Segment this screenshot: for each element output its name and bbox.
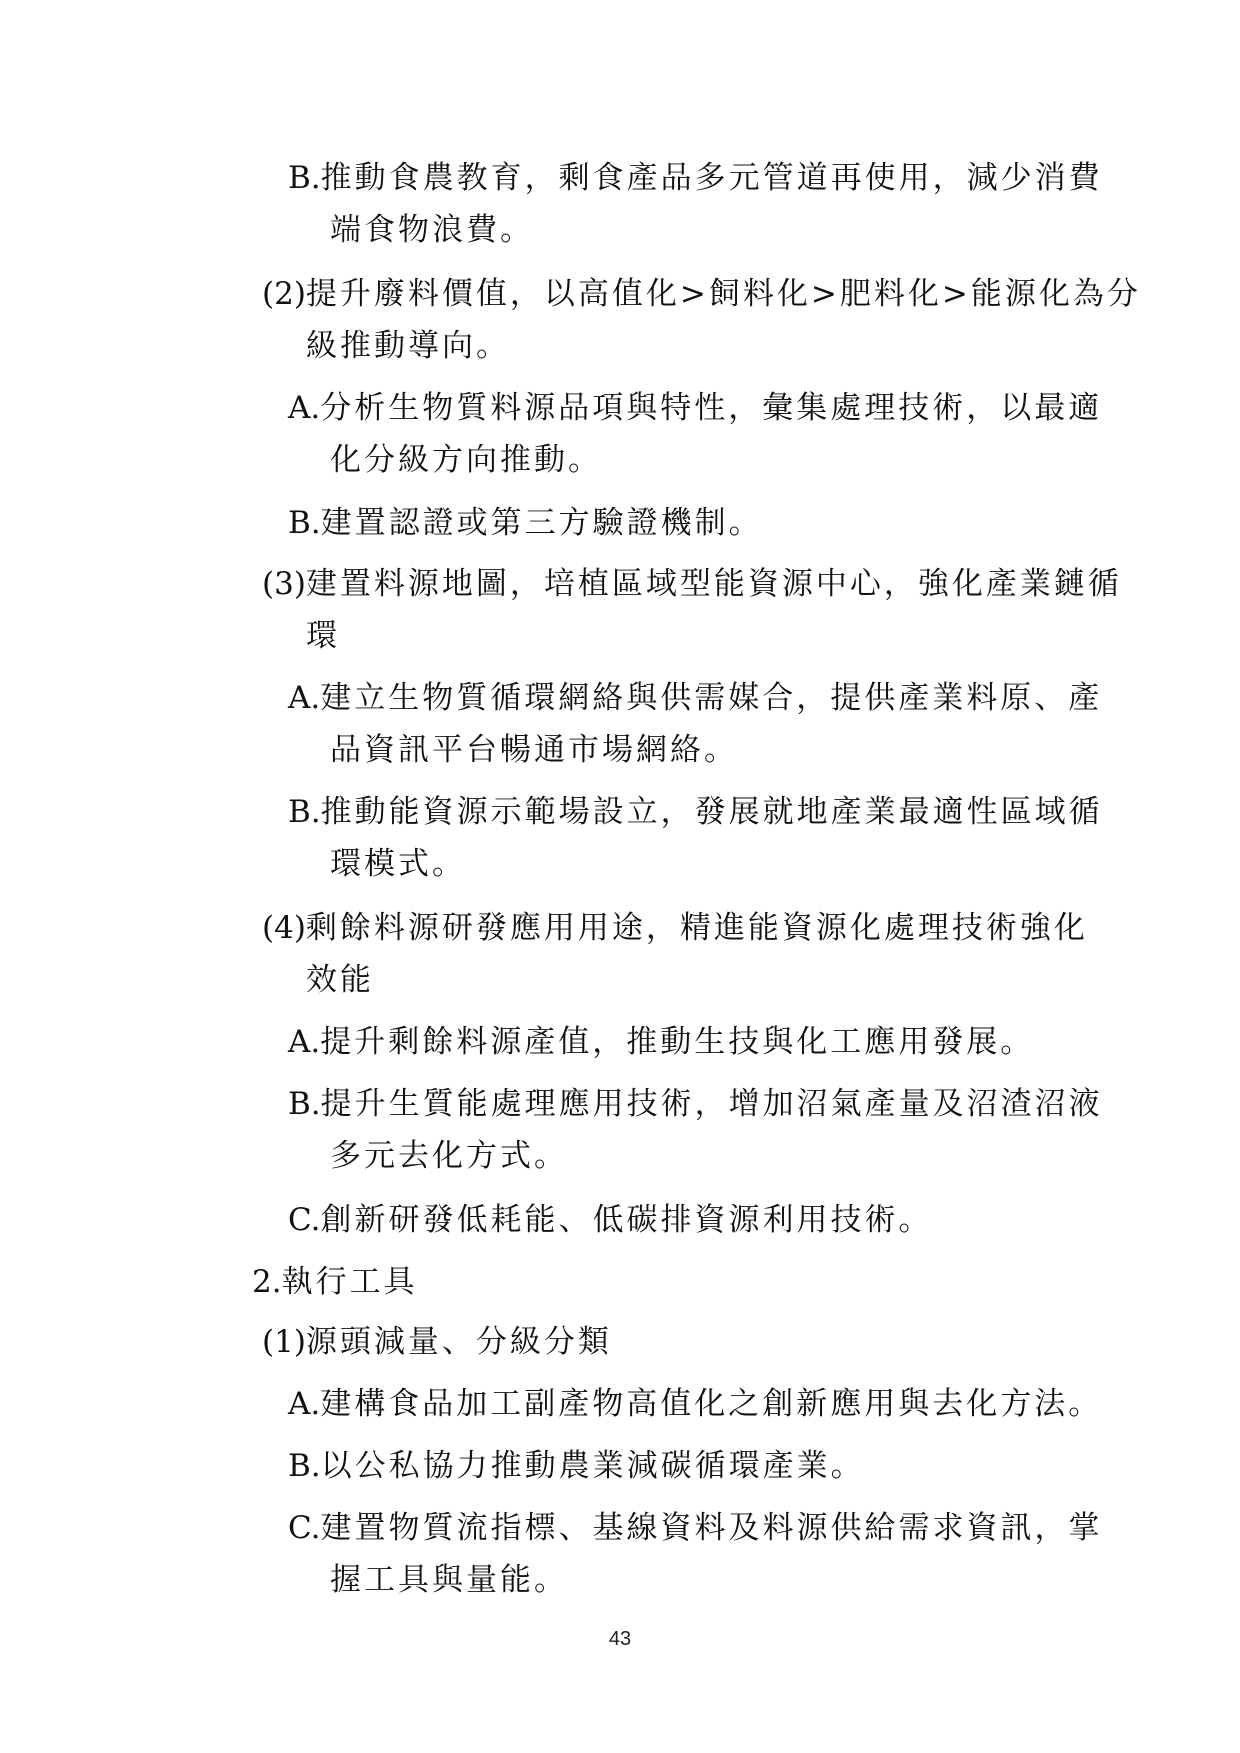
item-text: 提升剩餘料源產值，推動生技與化工應用發展。 <box>320 1024 1035 1060</box>
item-marker: B. <box>288 160 321 196</box>
list-item-1 <box>262 1316 612 1368</box>
list-item-a <box>288 382 1102 434</box>
list-item-a <box>288 1016 1034 1068</box>
item-text: 剩餘料源研發應用用途，精進能資源化處理技術強化 <box>305 910 1088 946</box>
list-item-4 <box>262 902 1088 954</box>
item-marker: A. <box>288 1386 321 1422</box>
item-text: 建置認證或第三方驗證機制。 <box>320 505 763 541</box>
item-text: 推動能資源示範場設立，發展就地產業最適性區域循 <box>320 794 1103 830</box>
item-marker: (2) <box>262 276 306 312</box>
item-marker: B. <box>288 1448 321 1484</box>
list-item-2 <box>262 268 1141 320</box>
list-item-3 <box>262 558 1122 610</box>
item-text: 以公私協力推動農業減碳循環產業。 <box>320 1448 865 1484</box>
item-marker: C. <box>288 1202 321 1238</box>
item-marker: 2. <box>252 1264 282 1300</box>
item-text: 分析生物質料源品項與特性，彙集處理技術，以最適 <box>320 390 1103 426</box>
item-marker: B. <box>288 505 321 541</box>
item-marker: A. <box>288 1024 321 1060</box>
item-continuation: 多元去化方式。 <box>330 1138 568 1174</box>
item-continuation: 環 <box>306 618 340 654</box>
item-text: 源頭減量、分級分類 <box>305 1324 612 1360</box>
item-text: 建置料源地圖，培植區域型能資源中心，強化產業鏈循 <box>305 566 1122 602</box>
list-item-b <box>288 1078 1103 1130</box>
page-number: 43 <box>608 1628 632 1650</box>
item-continuation: 效能 <box>306 962 374 998</box>
list-item-b <box>288 152 1103 204</box>
item-marker: (1) <box>262 1324 306 1360</box>
item-marker: A. <box>288 390 321 426</box>
item-text: 提升廢料價值，以高值化>飼料化>肥料化>能源化為分 <box>305 276 1141 312</box>
item-marker: (4) <box>262 910 306 946</box>
item-marker: B. <box>288 1086 321 1122</box>
item-text: 建構食品加工副產物高值化之創新應用與去化方法。 <box>320 1386 1103 1422</box>
item-marker: A. <box>288 680 321 716</box>
item-marker: B. <box>288 794 321 830</box>
list-item-b <box>288 1440 865 1492</box>
list-item-b <box>288 786 1103 838</box>
item-continuation: 環模式。 <box>330 846 466 882</box>
item-text: 建立生物質循環網絡與供需媒合，提供產業料原、產 <box>320 680 1103 716</box>
item-text: 建置物質流指標、基線資料及料源供給需求資訊，掌 <box>320 1510 1103 1546</box>
item-marker: C. <box>288 1510 321 1546</box>
item-continuation: 級推動導向。 <box>306 328 510 364</box>
item-continuation: 握工具與量能。 <box>330 1562 568 1598</box>
item-marker: (3) <box>262 566 306 602</box>
item-text: 提升生質能處理應用技術，增加沼氣產量及沼渣沼液 <box>320 1086 1103 1122</box>
item-text: 創新研發低耗能、低碳排資源利用技術。 <box>320 1202 933 1238</box>
section-heading <box>252 1256 418 1308</box>
list-item-b <box>288 497 763 549</box>
item-continuation: 品資訊平台暢通市場網絡。 <box>330 732 738 768</box>
item-continuation: 端食物浪費。 <box>330 212 534 248</box>
item-text: 推動食農教育，剩食產品多元管道再使用，減少消費 <box>320 160 1103 196</box>
list-item-a <box>288 672 1102 724</box>
list-item-a <box>288 1378 1102 1430</box>
list-item-c <box>288 1502 1102 1554</box>
item-text: 執行工具 <box>281 1264 418 1300</box>
list-item-c <box>288 1194 932 1246</box>
item-continuation: 化分級方向推動。 <box>330 442 602 478</box>
